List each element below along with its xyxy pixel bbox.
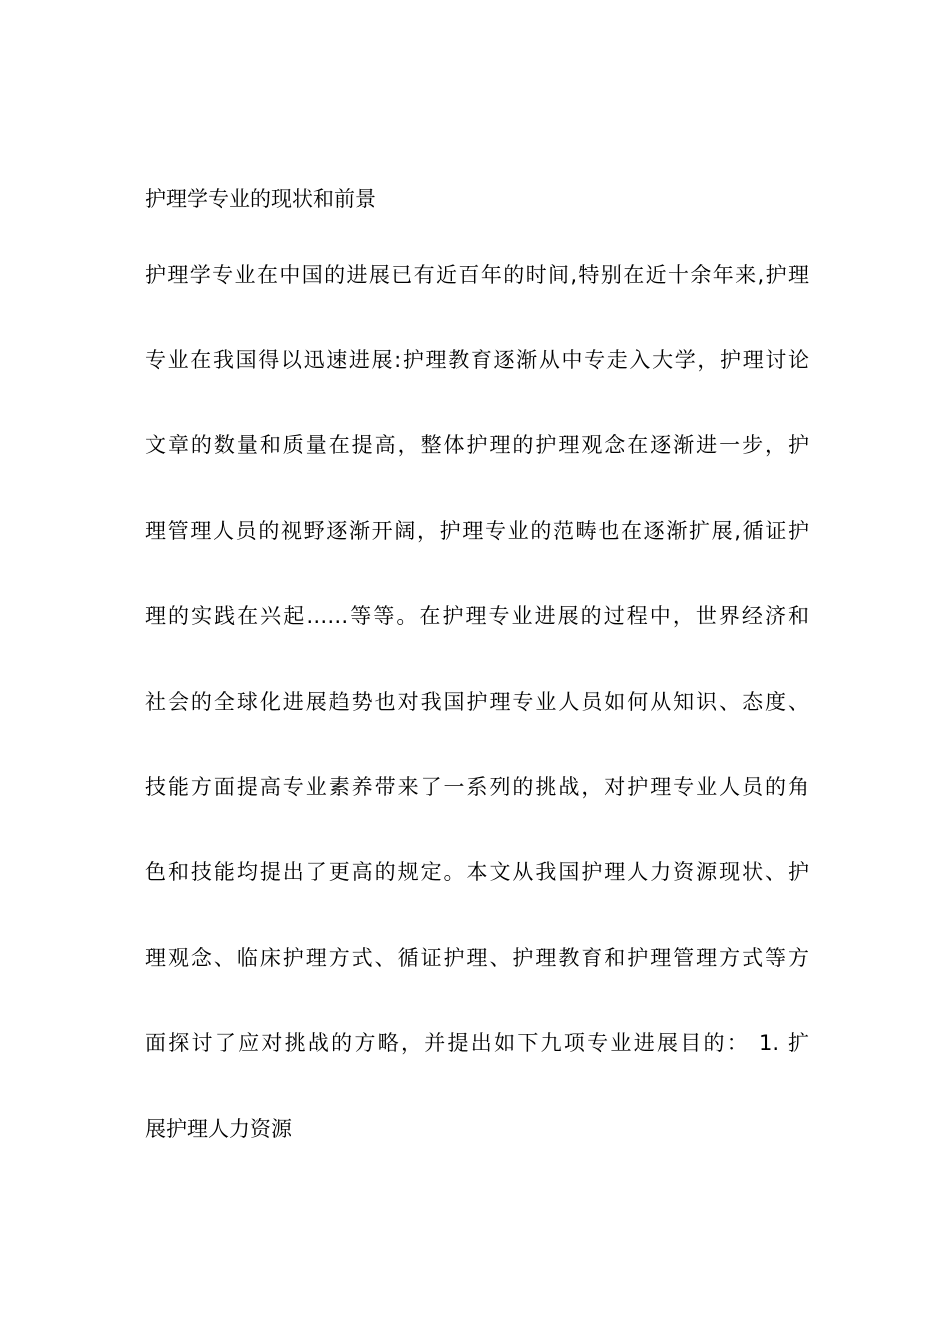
paragraph-line: 色和技能均提出了更高的规定。本文从我国护理人力资源现状、护: [145, 860, 809, 884]
paragraph-line: 理管理人员的视野逐渐开阔，护理专业的范畴也在逐渐扩展,循证护: [145, 519, 809, 543]
paragraph-line: 社会的全球化进展趋势也对我国护理专业人员如何从知识、态度、: [145, 690, 809, 714]
paragraph-line: 技能方面提高专业素养带来了一系列的挑战，对护理专业人员的角: [145, 775, 809, 799]
paragraph-line: 展护理人力资源: [145, 1117, 292, 1141]
paragraph-line: 理观念、临床护理方式、循证护理、护理教育和护理管理方式等方: [145, 946, 809, 970]
paragraph-line: 文章的数量和质量在提高，整体护理的护理观念在逐渐进一步，护: [145, 433, 809, 457]
paragraph-line: 专业在我国得以迅速进展:护理教育逐渐从中专走入大学，护理讨论: [145, 348, 809, 372]
document-title: 护理学专业的现状和前景: [145, 187, 376, 211]
paragraph-line: 面探讨了应对挑战的方略，并提出如下九项专业进展目的： 1. 扩: [145, 1031, 809, 1055]
paragraph-line: 护理学专业在中国的进展已有近百年的时间,特别在近十余年来,护理: [145, 263, 809, 287]
paragraph-line: 理的实践在兴起……等等。在护理专业进展的过程中，世界经济和: [145, 604, 809, 628]
